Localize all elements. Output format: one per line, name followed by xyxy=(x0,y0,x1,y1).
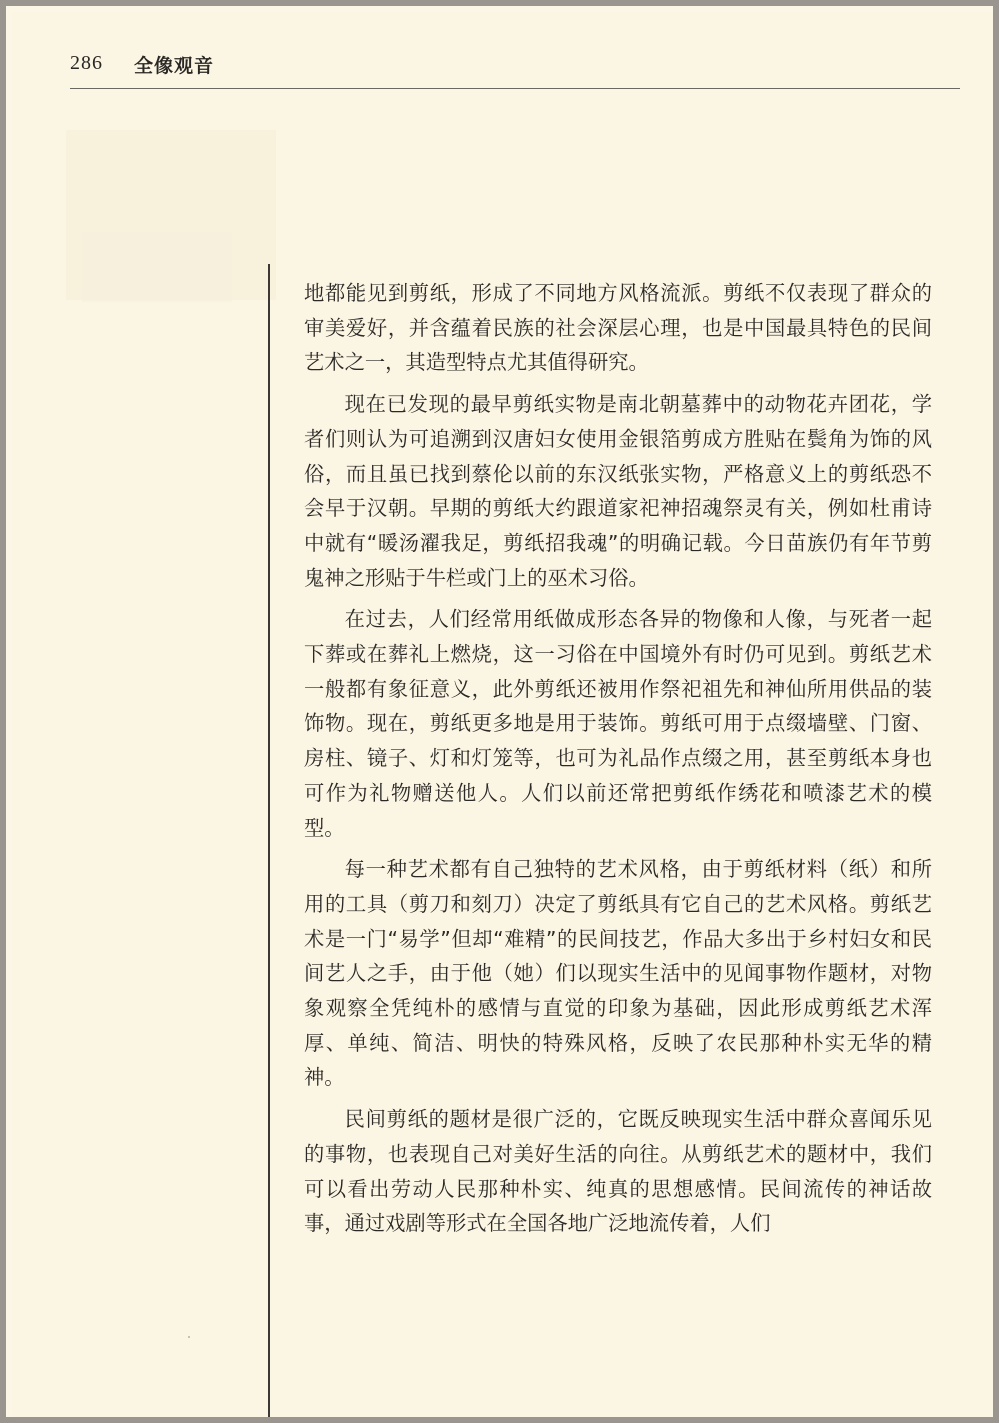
paragraph-5: 民间剪纸的题材是很广泛的，它既反映现实生活中群众喜闻乐见的事物，也表现自己对美好生活的向往。从剪纸艺术的题材中，我们可以看出劳动人民那种朴实、纯真的思想感情。民间流传的神话故事，通过戏剧等形式在全国各地广泛地流传着，人们 xyxy=(304,1107,932,1236)
paragraph-2: 现在已发现的最早剪纸实物是南北朝墓葬中的动物花卉团花，学者们则认为可追溯到汉唐妇女使用金银箔剪成方胜贴在鬓角为饰的风俗，而且虽已找到蔡伦以前的东汉纸张实物，严格意义上的剪纸恐不会早于汉朝。早期的剪纸大约跟道家祀神招魂祭灵有关，例如杜甫诗中就有“暖汤濯我足，剪纸招我魂”的明确记载。今日苗族仍有年节剪鬼神之形贴于牛栏或门上的巫术习俗。 xyxy=(304,392,932,590)
book-page xyxy=(12,12,999,1423)
page-number: 286 xyxy=(70,52,103,74)
paper-speck xyxy=(188,1336,190,1338)
book-title: 全像观音 xyxy=(134,55,215,77)
faded-image-area-lower xyxy=(82,232,232,302)
body-text xyxy=(304,276,932,1248)
paragraph-3: 在过去，人们经常用纸做成形态各异的物像和人像，与死者一起下葬或在葬礼上燃烧，这一习俗在中国境外有时仍可见到。剪纸艺术一般都有象征意义，此外剪纸还被用作祭祀祖先和神仙所用供品的装饰物。现在，剪纸更多地是用于装饰。剪纸可用于点缀墙壁、门窗、房柱、镜子、灯和灯笼等，也可为礼品作点缀之用，甚至剪纸本身也可作为礼物赠送他人。人们以前还常把剪纸作绣花和喷漆艺术的模型。 xyxy=(304,607,932,840)
margin-rule xyxy=(268,264,270,1423)
running-header xyxy=(70,52,960,89)
paragraph-4: 每一种艺术都有自己独特的艺术风格，由于剪纸材料（纸）和所用的工具（剪刀和刻刀）决定了剪纸具有它自己的艺术风格。剪纸艺术是一门“易学”但却“难精”的民间技艺，作品大多出于乡村妇女和民间艺人之手，由于他（她）们以现实生活中的见闻事物作题材，对物象观察全凭纯朴的感情与直觉的印象为基础，因此形成剪纸艺术浑厚、单纯、简洁、明快的特殊风格，反映了农民那种朴实无华的精神。 xyxy=(304,857,932,1090)
paragraph-1: 地都能见到剪纸，形成了不同地方风格流派。剪纸不仅表现了群众的审美爱好，并含蕴着民族的社会深层心理，也是中国最具特色的民间艺术之一，其造型特点尤其值得研究。 xyxy=(304,281,932,375)
